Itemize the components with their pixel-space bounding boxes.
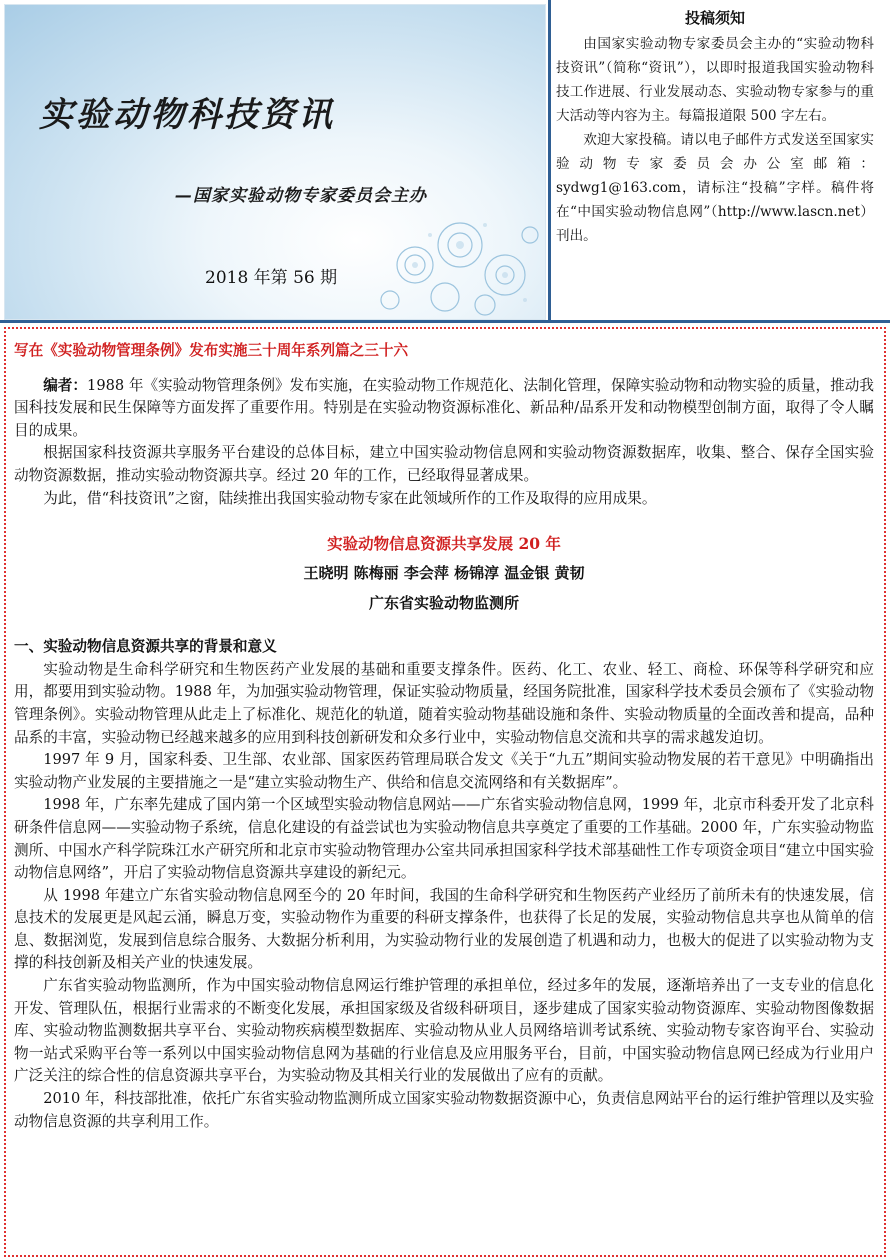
editor-note-paragraph: 根据国家科技资源共享服务平台建设的总体目标，建立中国实验动物信息网和实验动物资源数据库，收集、整合、保存全国实验动物资源数据，推动实验动物资源共享。经过 20 年的工作，已经取得显著成果。 xyxy=(14,444,874,484)
publication-subtitle: —国家实验动物专家委员会主办 xyxy=(175,186,427,206)
article-affiliation: 广东省实验动物监测所 xyxy=(368,594,519,613)
notice-paragraph: 欢迎大家投稿。请以电子邮件方式发送至国家实验动物专家委员会办公室邮箱：sydwg1@163.com，请标注“投稿”字样。稿件将在“中国实验动物信息网”（http://www.lascn.net）刊出。 xyxy=(556,132,874,244)
submission-notice xyxy=(556,6,874,318)
body-paragraph: 1998 年，广东率先建成了国内第一个区域型实验动物信息网站——广东省实验动物信息网，1999 年，北京市科委开发了北京科研条件信息网——实验动物子系统，信息化建设的有益尝试也为实验动物信息共享奠定了重要的工作基础。2000 年，广东实验动物监测所、中国水产科学院珠江水产研究所和北京市实验动物管理办公室共同承担国家科学技术部基础性工作专项资金项目“建立中国实验动物信息网络”，开启了实验动物信息资源共享建设的新纪元。 xyxy=(14,796,874,882)
editor-note-paragraph: 为此，借“科技资讯”之窗，陆续推出我国实验动物专家在此领域所作的工作及取得的应用成果。 xyxy=(43,489,657,507)
body-paragraph: 从 1998 年建立广东省实验动物信息网至今的 20 年时间，我国的生命科学研究和生物医药产业经历了前所未有的快速发展，信息技术的发展更是风起云涌，瞬息万变，实验动物作为重要的科研支撑条件，也获得了长足的发展，实验动物信息共享也从简单的信息、数据浏览，发展到信息综合服务、大数据分析利用，为实验动物行业的发展创造了机遇和动力，也极大的促进了以实验动物为支撑的科技创新及相关产业的快速发展。 xyxy=(14,886,874,972)
body-paragraph: 1997 年 9 月，国家科委、卫生部、农业部、国家医药管理局联合发文《关于“九五”期间实验动物发展的若干意见》中明确指出实验动物产业发展的主要措施之一是“建立实验动物生产、供给和信息交流网络和有关数据库”。 xyxy=(14,751,874,791)
body-paragraph: 广东省实验动物监测所，作为中国实验动物信息网运行维护管理的承担单位，经过多年的发展，逐渐培养出了一支专业的信息化开发、管理队伍，根据行业需求的不断变化发展，承担国家级及省级科研项目，逐步建成了国家实验动物资源库、实验动物图像数据库、实验动物监测数据共享平台、实验动物疾病模型数据库、实验动物从业人员网络培训考试系统、实验动物专家咨询平台、实验动物一站式采购平台等一系列以中国实验动物信息网为基础的行业信息及应用服务平台，目前，中国实验动物信息网已经成为行业用户广泛关注的综合性的信息资源共享平台，为实验动物及其相关行业的发展做出了应有的贡献。 xyxy=(14,977,874,1085)
article xyxy=(14,340,874,1133)
body-paragraph: 实验动物是生命科学研究和生物医药产业发展的基础和重要支撑条件。医药、化工、农业、轻工、商检、环保等科学研究和应用，都要用到实验动物。1988 年，为加强实验动物管理，保证实验动物质量，经国务院批准，国家科学技术委员会颁布了《实验动物管理条例》。实验动物管理从此走上了标准化、规范化的轨道，随着实验动物基础设施和条件、实验动物质量的全面改善和提高，品种品系的丰富，实验动物已经越来越多的应用到科技创新研发和众多行业中，实验动物信息交流和共享的需求越发迫切。 xyxy=(14,660,874,746)
editor-label: 编者： xyxy=(43,376,88,394)
notice-paragraph: 由国家实验动物专家委员会主办的“实验动物科技资讯”（简称“资讯”），以即时报道我国实验动物科技工作进展、行业发展动态、实验动物专家参与的重大活动等内容为主。每篇报道限 500 字左右。 xyxy=(556,36,874,124)
header-bottom-rule xyxy=(0,320,890,323)
banner xyxy=(4,4,546,320)
masthead xyxy=(0,0,890,322)
section-heading: 一、实验动物信息资源共享的背景和意义 xyxy=(14,638,277,656)
issue-number: 2018 年第 56 期 xyxy=(205,268,338,288)
editor-note-text: 1988 年《实验动物管理条例》发布实施，在实验动物工作规范化、法制化管理，保障实验动物和动物实验的质量，推动我国科技发展和民生保障等方面发挥了重要作用。特别是在实验动物资源标准化、新品种/品系开发和动物模型创制方面，取得了令人瞩目的成果。 xyxy=(14,376,874,439)
editor-note-paragraph xyxy=(14,375,874,443)
publication-title: 实验动物科技资讯 xyxy=(39,95,335,135)
series-title: 写在《实验动物管理条例》发布实施三十周年系列篇之三十六 xyxy=(14,342,409,359)
article-title: 实验动物信息资源共享发展 20 年 xyxy=(327,534,561,554)
header-divider xyxy=(548,0,551,322)
notice-title: 投稿须知 xyxy=(684,9,745,27)
article-authors: 王晓明 陈梅丽 李会萍 杨锦淳 温金银 黄韧 xyxy=(303,564,585,583)
body-paragraph: 2010 年，科技部批准，依托广东省实验动物监测所成立国家实验动物数据资源中心，负责信息网站平台的运行维护管理以及实验动物信息资源的共享利用工作。 xyxy=(14,1090,874,1130)
flower-decoration xyxy=(365,205,545,319)
